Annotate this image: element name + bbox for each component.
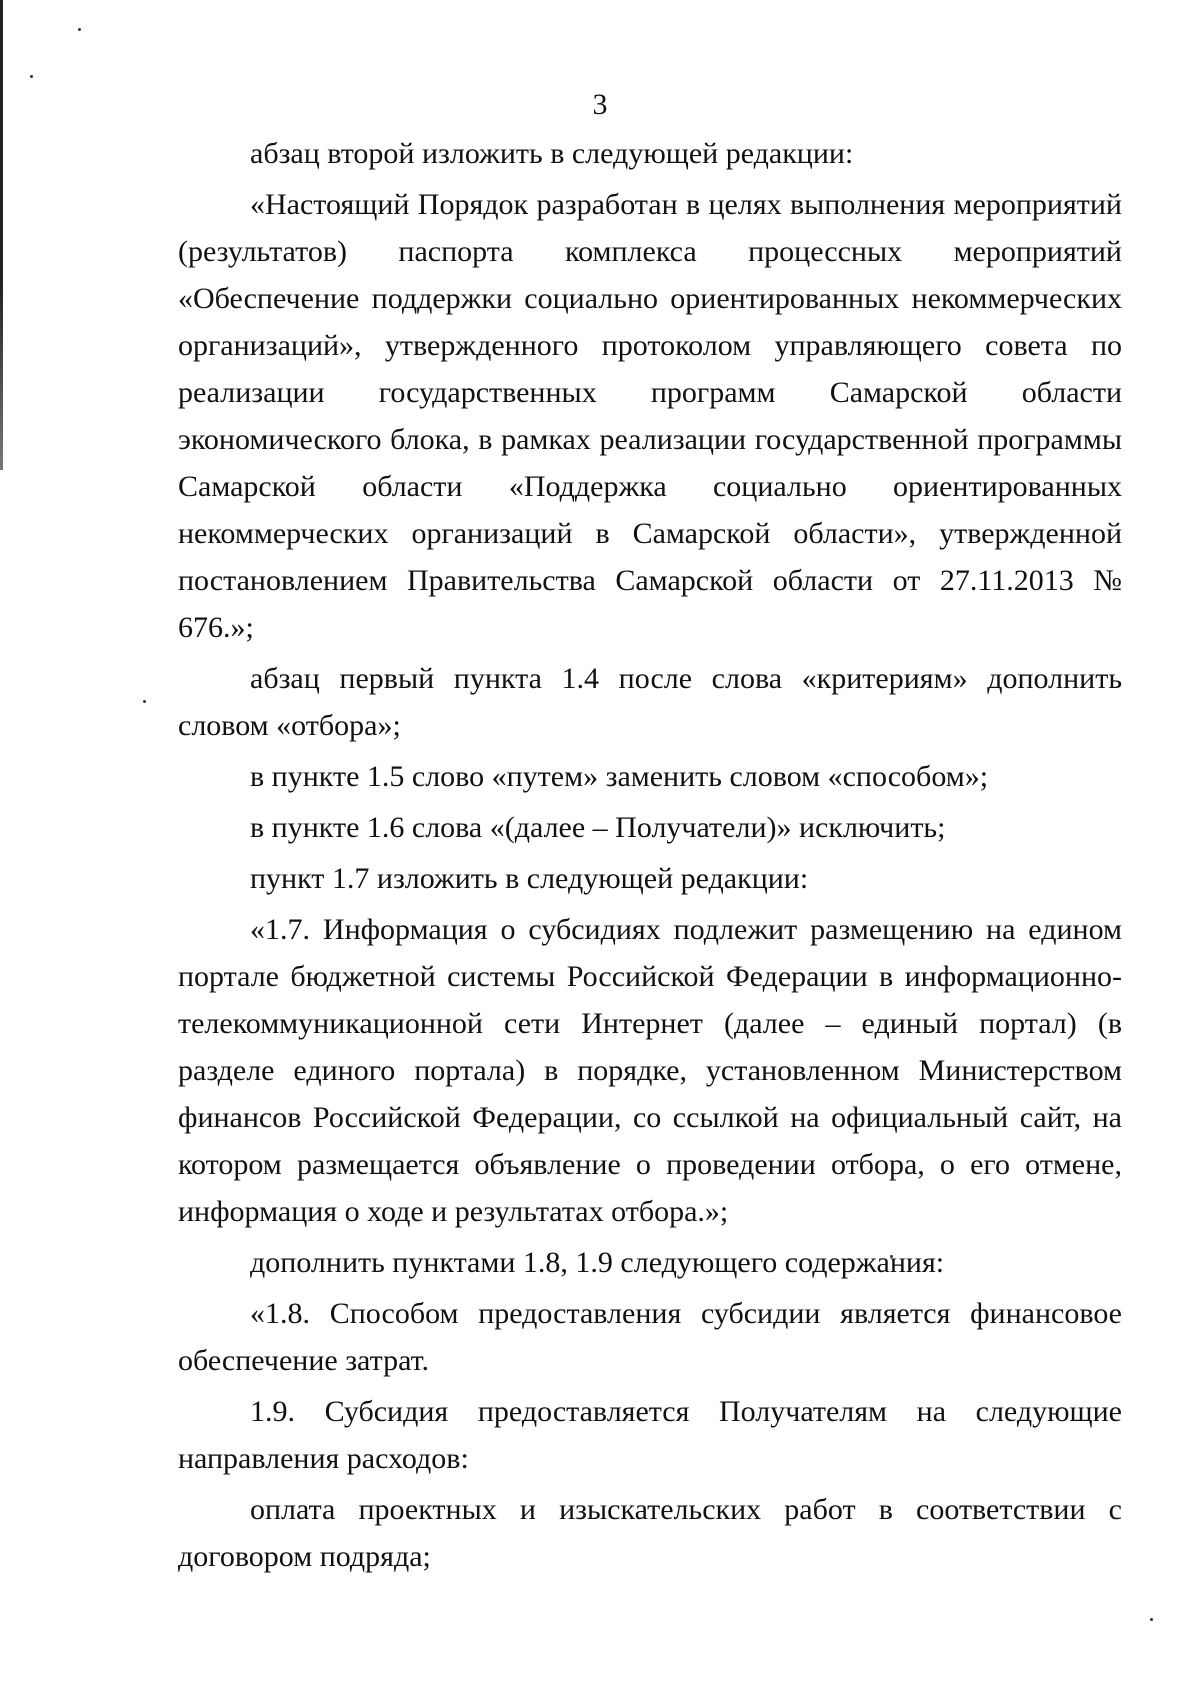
paragraph: абзац первый пункта 1.4 после слова «критериям» дополнить словом «отбора»; xyxy=(178,662,1122,742)
document-body xyxy=(178,130,1122,1584)
paragraph: «1.7. Информация о субсидиях подлежит размещению на едином портале бюджетной системы Российской Федерации в информационно-телекоммуникационной сети Интернет (далее – единый портал) (в разделе единого портала) в порядке, установленном Министерством финансов Российской Федерации, со ссылкой на официальный сайт, на котором размещается объявление о проведении отбора, о его отмене, информация о ходе и результатах отбора.»; xyxy=(178,913,1122,1228)
paragraph: 1.9. Субсидия предоставляется Получателям на следующие направления расходов: xyxy=(178,1395,1122,1475)
scan-dot xyxy=(30,75,33,78)
paragraph: оплата проектных и изыскательских работ в соответствии с договором подряда; xyxy=(178,1493,1122,1573)
paragraph: пункт 1.7 изложить в следующей редакции: xyxy=(250,862,809,895)
scan-dot xyxy=(143,700,146,703)
paragraph: «Настоящий Порядок разработан в целях выполнения мероприятий (результатов) паспорта комплекса процессных мероприятий «Обеспечение поддержки социально ориентированных некоммерческих организаций», утвержденного протоколом управляющего совета по реализации государственных программ Самарской области экономического блока, в рамках реализации государственной программы Самарской области «Поддержка социально ориентированных некоммерческих организаций в Самарской области», утвержденной постановлением Правительства Самарской области от 27.11.2013 № 676.»; xyxy=(178,188,1122,644)
scan-edge-mark xyxy=(0,0,3,470)
page-number: 3 xyxy=(592,88,608,121)
paragraph: «1.8. Способом предоставления субсидии является финансовое обеспечение затрат. xyxy=(178,1297,1122,1377)
scan-dot xyxy=(78,28,81,31)
paragraph: абзац второй изложить в следующей редакции: xyxy=(250,137,854,170)
paragraph: дополнить пунктами 1.8, 1.9 следующего содержания: xyxy=(250,1246,945,1279)
paragraph: в пункте 1.5 слово «путем» заменить словом «способом»; xyxy=(250,760,989,793)
scan-dot xyxy=(1150,1618,1153,1621)
paragraph: в пункте 1.6 слова «(далее – Получатели)» исключить; xyxy=(250,811,946,844)
